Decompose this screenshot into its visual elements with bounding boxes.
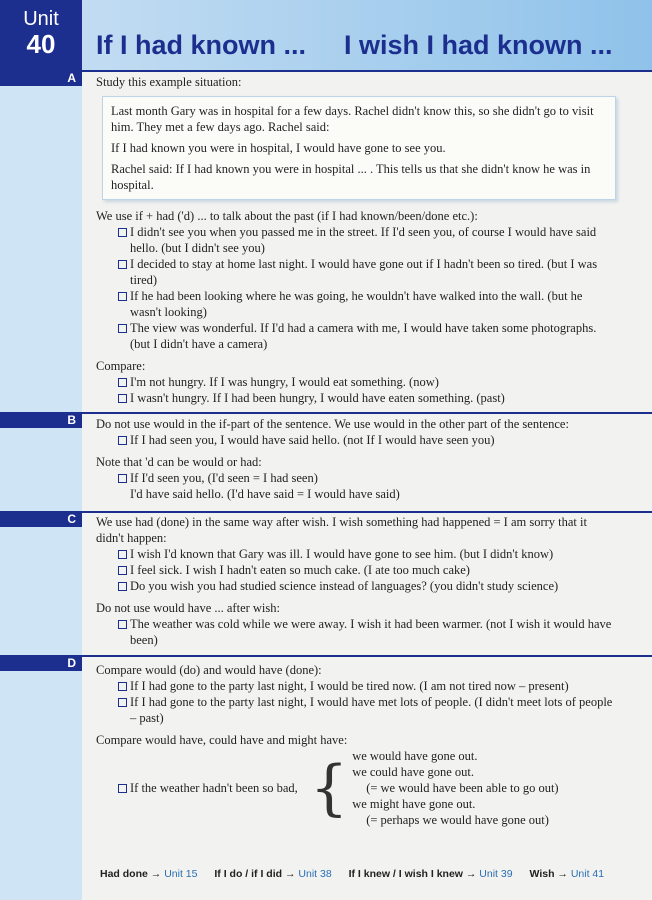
b-example-1: If I had seen you, I would have said hello. (not If I would have seen you): [96, 432, 616, 448]
footer-item-3: [349, 868, 513, 880]
a-use: We use if + had ('d) ... to talk about the past (if I had known/been/done etc.):: [96, 209, 478, 223]
option-might: we might have gone out.: [352, 797, 476, 811]
section-a-label: A: [0, 70, 82, 86]
footer-link-unit-38[interactable]: Unit 38: [298, 868, 332, 880]
footer-text-1: Had done →: [100, 868, 162, 880]
sidebar: [0, 0, 82, 900]
b-rule: Do not use would in the if-part of the sentence. We use would in the other part of the sentence:: [96, 417, 569, 431]
page-title: [96, 30, 613, 61]
box-text-1: Last month Gary was in hospital for a few days. Rachel didn't know this, so she didn't go to visit him. They met a few days ago. Rachel said:: [111, 104, 594, 134]
page-content: [96, 74, 616, 828]
footer-item-2: [214, 868, 331, 880]
footer-link-unit-41[interactable]: Unit 41: [570, 868, 605, 880]
box-text-2: If I had known you were in hospital, I would have gone to see you.: [111, 141, 446, 155]
example-situation-box: [102, 96, 616, 200]
box-text-3: Rachel said: If I had known you were in hospital ... . This tells us that she didn't know he was in hospital.: [111, 162, 591, 192]
footer-text-3: If I knew / I wish I knew →: [348, 868, 477, 880]
b-note-2: I'd have said hello. (I'd have said = I would have said): [130, 487, 400, 501]
unit-label: Unit: [23, 8, 59, 30]
d-example-1: If I had gone to the party last night, I would be tired now. (I am not tired now – present): [96, 678, 616, 694]
footer-link-unit-39[interactable]: Unit 39: [479, 868, 513, 880]
d-rule-2: Compare would have, could have and might have:: [96, 733, 348, 747]
unit-badge: [0, 0, 82, 70]
c-rule: We use had (done) in the same way after wish. I wish something had happened = I am sorry that it didn't happen:: [96, 515, 587, 545]
footer-item-1: [100, 868, 197, 880]
footer-item-4: [530, 868, 605, 880]
a-compare: Compare:: [96, 359, 146, 373]
section-b-label: B: [0, 412, 82, 428]
c-example-2: I feel sick. I wish I hadn't eaten so much cake. (I ate too much cake): [96, 562, 616, 578]
unit-number: 40: [26, 29, 56, 59]
d-condition: If the weather hadn't been so bad,: [96, 780, 306, 796]
title-part-1: If I had known ...: [96, 30, 307, 60]
title-part-2: I wish I had known ...: [344, 30, 613, 60]
c-example-3: Do you wish you had studied science instead of languages? (you didn't study science): [96, 578, 616, 594]
option-could: we could have gone out.: [352, 765, 475, 779]
section-a-line: [0, 70, 652, 72]
brace-symbol: {: [310, 753, 349, 823]
c-rule-2: Do not use would have ... after wish:: [96, 601, 280, 615]
a-example-3: If he had been looking where he was going, he wouldn't have walked into the wall. (but he wasn't looking): [96, 288, 616, 320]
modal-comparison: [96, 748, 616, 828]
footer-link-unit-15[interactable]: Unit 15: [164, 868, 198, 880]
d-example-2: If I had gone to the party last night, I would have met lots of people. (I didn't meet lots of people – past): [96, 694, 616, 726]
a-compare-1: I'm not hungry. If I was hungry, I would eat something. (now): [96, 374, 616, 390]
a-compare-2: I wasn't hungry. If I had been hungry, I would have eaten something. (past): [96, 390, 616, 406]
section-d-label: D: [0, 655, 82, 671]
a-example-4: The view was wonderful. If I'd had a camera with me, I would have taken some photographs. (but I didn't have a camera): [96, 320, 616, 352]
option-could-note: (= we would have been able to go out): [366, 781, 559, 795]
b-note: Note that 'd can be would or had:: [96, 455, 262, 469]
modal-options: [352, 748, 558, 828]
option-would: we would have gone out.: [352, 749, 478, 763]
a-example-1: I didn't see you when you passed me in the street. If I'd seen you, of course I would have said hello. (but I didn't see you): [96, 224, 616, 256]
a-intro: Study this example situation:: [96, 75, 242, 89]
footer-text-2: If I do / if I did →: [214, 868, 296, 880]
a-example-2: I decided to stay at home last night. I would have gone out if I hadn't been so tired. (but I was tired): [96, 256, 616, 288]
d-rule: Compare would (do) and would have (done):: [96, 663, 322, 677]
option-might-note: (= perhaps we would have gone out): [366, 813, 549, 827]
section-c-label: C: [0, 511, 82, 527]
footer-text-4: Wish →: [529, 868, 568, 880]
c-example-1: I wish I'd known that Gary was ill. I would have gone to see him. (but I didn't know): [96, 546, 616, 562]
header-bar: [82, 0, 652, 70]
cross-reference-footer: [100, 868, 618, 880]
c-example-4: The weather was cold while we were away. I wish it had been warmer. (not I wish it would have been): [96, 616, 616, 648]
b-note-1: If I'd seen you, (I'd seen = I had seen): [96, 470, 616, 486]
